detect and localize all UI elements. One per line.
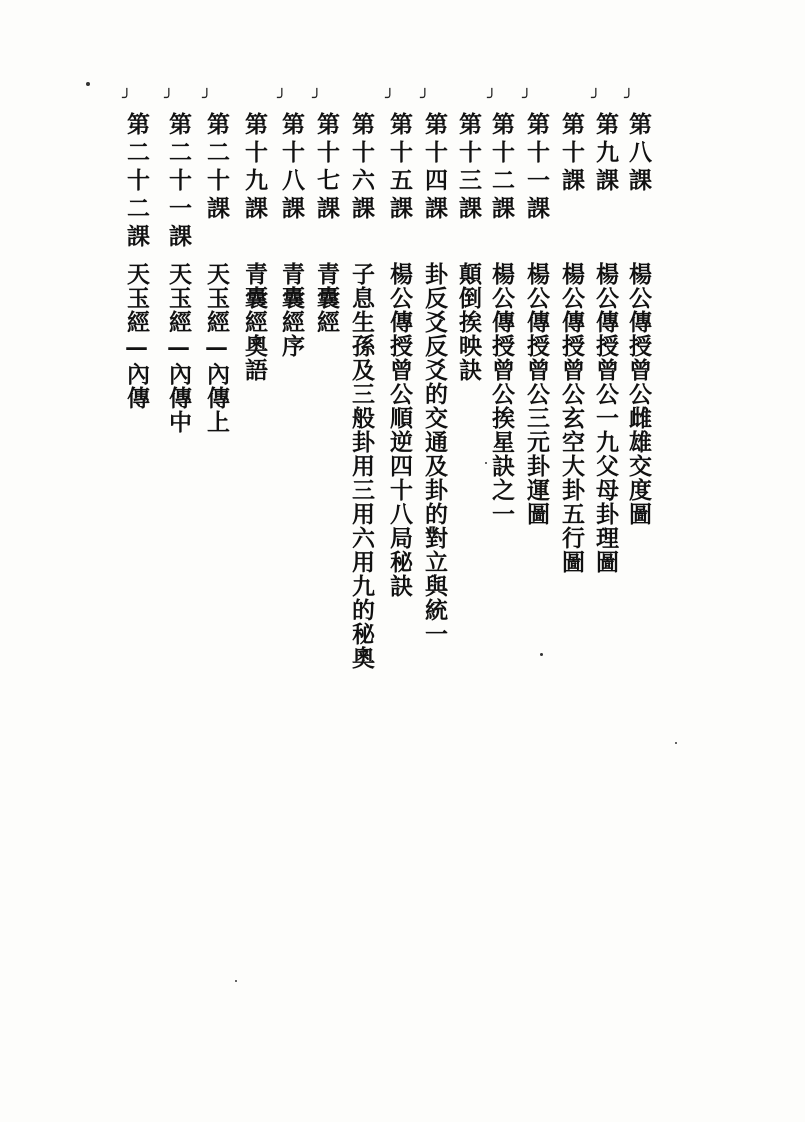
- lesson-title: 青囊經: [313, 262, 340, 334]
- check-mark-icon: ╯: [420, 88, 430, 107]
- lesson-title: 楊公傳授曾公玄空大卦五行圖: [558, 262, 585, 574]
- scan-speck: [235, 980, 237, 982]
- check-mark-icon: ╯: [385, 88, 395, 107]
- lesson-number: 第二十課: [203, 112, 230, 224]
- lesson-number: 第十六課: [348, 112, 375, 224]
- toc-entry[interactable]: [553, 0, 589, 1122]
- check-mark-icon: ╯: [164, 88, 174, 107]
- check-mark-icon: ╯: [277, 88, 287, 107]
- check-mark-icon: ╯: [487, 88, 497, 107]
- lesson-title: 楊公傳授曾公順逆四十八局秘訣: [386, 262, 413, 598]
- lesson-number: 第十課: [558, 112, 585, 196]
- lesson-number: 第十二課: [488, 112, 515, 224]
- lesson-title: 青囊經序: [278, 262, 305, 358]
- lesson-title: 青囊經奧語: [241, 262, 268, 382]
- toc-entry[interactable]: [236, 0, 272, 1122]
- toc-entry[interactable]: [587, 0, 623, 1122]
- lesson-number: 第十八課: [278, 112, 305, 224]
- toc-entry[interactable]: [518, 0, 554, 1122]
- lesson-title: 楊公傳授曾公雌雄交度圖: [625, 262, 652, 526]
- scan-speck: [675, 742, 677, 744]
- lesson-title: 楊公傳授曾公三元卦運圖: [523, 262, 550, 526]
- lesson-number: 第十五課: [386, 112, 413, 224]
- lesson-number: 第十七課: [313, 112, 340, 224]
- toc-entry[interactable]: [273, 0, 309, 1122]
- lesson-number: 第十一課: [523, 112, 550, 224]
- toc-entry[interactable]: [198, 0, 234, 1122]
- toc-entry[interactable]: [308, 0, 344, 1122]
- lesson-number: 第二十一課: [165, 112, 192, 252]
- lesson-title: 天玉經—內傳中: [165, 262, 192, 434]
- lesson-title: 顛倒挨映訣: [455, 262, 482, 382]
- scan-speck: [86, 82, 90, 86]
- scan-speck: [485, 462, 487, 464]
- check-mark-icon: ╯: [312, 88, 322, 107]
- lesson-number: 第十四課: [421, 112, 448, 224]
- lesson-number: 第八課: [625, 112, 652, 196]
- lesson-title: 子息生孫及三般卦用三用六用九的秘奧: [348, 262, 375, 670]
- lesson-title: 楊公傳授曾公挨星訣之一: [488, 262, 515, 526]
- toc-entry[interactable]: [381, 0, 417, 1122]
- toc-entry[interactable]: [160, 0, 196, 1122]
- toc-entry[interactable]: [483, 0, 519, 1122]
- lesson-title: 天玉經—內傳上: [203, 262, 230, 434]
- lesson-number: 第十三課: [455, 112, 482, 224]
- lesson-title: 天玉經—內傳: [123, 262, 150, 410]
- lesson-number: 第十九課: [241, 112, 268, 224]
- check-mark-icon: ╯: [522, 88, 532, 107]
- check-mark-icon: ╯: [591, 88, 601, 107]
- toc-entry[interactable]: [118, 0, 154, 1122]
- check-mark-icon: ╯: [202, 88, 212, 107]
- toc-entry[interactable]: [450, 0, 486, 1122]
- toc-entry[interactable]: [620, 0, 656, 1122]
- check-mark-icon: ╯: [624, 88, 634, 107]
- lesson-number: 第二十二課: [123, 112, 150, 252]
- lesson-number: 第九課: [592, 112, 619, 196]
- toc-entry[interactable]: [343, 0, 379, 1122]
- check-mark-icon: ╯: [122, 88, 132, 107]
- lesson-title: 卦反爻反爻的交通及卦的對立與統一: [421, 262, 448, 646]
- scan-speck: [540, 653, 543, 656]
- toc-entry[interactable]: [416, 0, 452, 1122]
- lesson-title: 楊公傳授曾公一九父母卦理圖: [592, 262, 619, 574]
